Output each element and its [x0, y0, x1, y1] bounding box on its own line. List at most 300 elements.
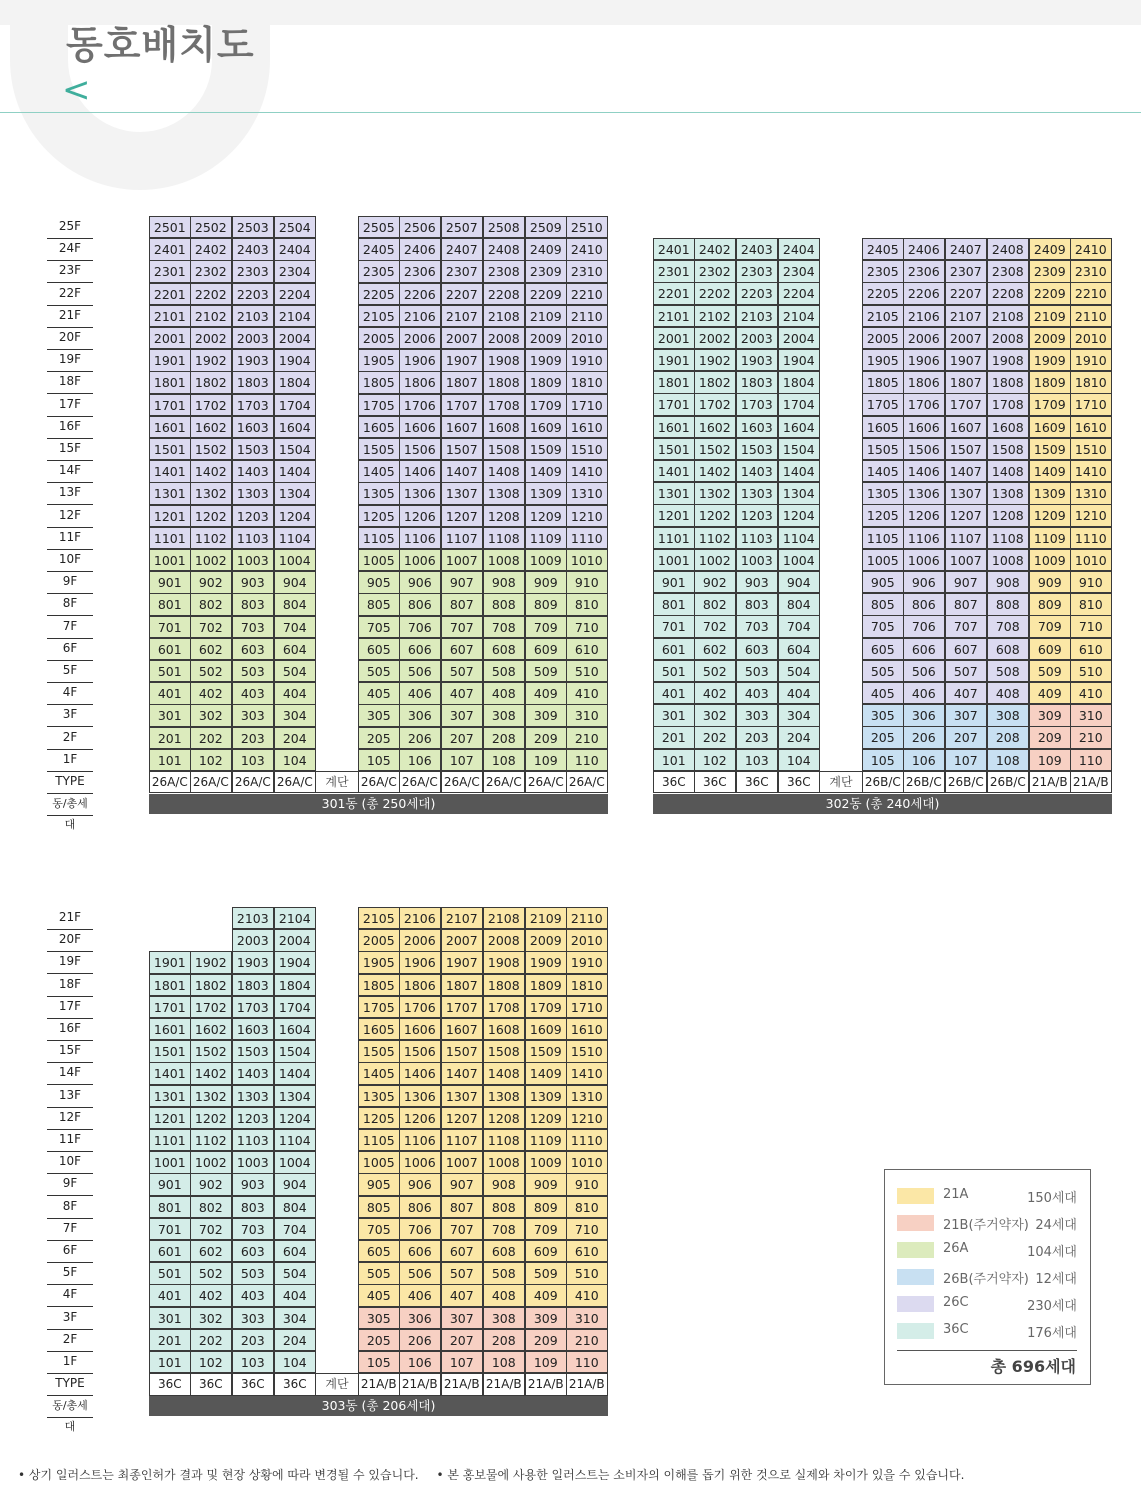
unit-cell[interactable]: 604: [274, 1240, 316, 1262]
unit-cell[interactable]: 408: [483, 1284, 525, 1306]
unit-cell[interactable]: 210: [566, 1329, 608, 1351]
unit-cell[interactable]: 1710: [1070, 393, 1112, 415]
unit-cell[interactable]: 1602: [190, 1018, 232, 1040]
unit-cell[interactable]: 103: [736, 749, 778, 771]
unit-cell[interactable]: 1406: [903, 460, 945, 482]
unit-cell[interactable]: 405: [358, 1284, 400, 1306]
unit-cell[interactable]: 1808: [483, 974, 525, 996]
unit-cell[interactable]: 110: [566, 1351, 608, 1373]
unit-cell[interactable]: 1903: [736, 349, 778, 371]
unit-cell[interactable]: 403: [232, 1284, 274, 1306]
unit-cell[interactable]: 710: [1070, 615, 1112, 637]
unit-cell[interactable]: 1810: [566, 371, 608, 393]
unit-cell[interactable]: 1510: [566, 438, 608, 460]
unit-cell[interactable]: 608: [987, 638, 1029, 660]
unit-cell[interactable]: 1103: [232, 527, 274, 549]
unit-cell[interactable]: 1207: [441, 505, 483, 527]
unit-cell[interactable]: 1507: [945, 438, 987, 460]
unit-cell[interactable]: 1310: [566, 1085, 608, 1107]
unit-cell[interactable]: 2109: [525, 907, 567, 929]
unit-cell[interactable]: 206: [399, 1329, 441, 1351]
unit-cell[interactable]: 1604: [274, 1018, 316, 1040]
unit-cell[interactable]: 1109: [1029, 527, 1071, 549]
unit-cell[interactable]: 1201: [149, 505, 191, 527]
unit-cell[interactable]: 1506: [399, 1040, 441, 1062]
unit-cell[interactable]: 107: [945, 749, 987, 771]
unit-cell[interactable]: 2302: [694, 260, 736, 282]
unit-cell[interactable]: 810: [566, 593, 608, 615]
unit-cell[interactable]: 2408: [987, 238, 1029, 260]
unit-cell[interactable]: 2009: [525, 929, 567, 951]
unit-cell[interactable]: 1003: [736, 549, 778, 571]
unit-cell[interactable]: 1306: [399, 482, 441, 504]
unit-cell[interactable]: 604: [274, 638, 316, 660]
unit-cell[interactable]: 1903: [232, 349, 274, 371]
unit-cell[interactable]: 2407: [441, 238, 483, 260]
unit-cell[interactable]: 1408: [987, 460, 1029, 482]
unit-cell[interactable]: 1808: [483, 371, 525, 393]
unit-cell[interactable]: 1304: [274, 1085, 316, 1107]
unit-cell[interactable]: 203: [736, 726, 778, 748]
unit-cell[interactable]: 1306: [399, 1085, 441, 1107]
unit-cell[interactable]: 605: [358, 1240, 400, 1262]
unit-cell[interactable]: 1105: [862, 527, 904, 549]
unit-cell[interactable]: 909: [525, 571, 567, 593]
unit-cell[interactable]: 105: [358, 1351, 400, 1373]
unit-cell[interactable]: 2110: [566, 907, 608, 929]
unit-cell[interactable]: 804: [778, 593, 820, 615]
unit-cell[interactable]: 1501: [149, 438, 191, 460]
unit-cell[interactable]: 1508: [483, 1040, 525, 1062]
unit-cell[interactable]: 904: [274, 571, 316, 593]
unit-cell[interactable]: 708: [483, 1218, 525, 1240]
unit-cell[interactable]: 107: [441, 749, 483, 771]
unit-cell[interactable]: 905: [358, 571, 400, 593]
unit-cell[interactable]: 508: [987, 660, 1029, 682]
unit-cell[interactable]: 905: [358, 1173, 400, 1195]
unit-cell[interactable]: 1401: [149, 1062, 191, 1084]
unit-cell[interactable]: 902: [694, 571, 736, 593]
unit-cell[interactable]: 1804: [778, 371, 820, 393]
unit-cell[interactable]: 302: [190, 1307, 232, 1329]
unit-cell[interactable]: 1209: [1029, 504, 1071, 526]
unit-cell[interactable]: 2202: [694, 282, 736, 304]
unit-cell[interactable]: 1906: [399, 349, 441, 371]
unit-cell[interactable]: 1701: [149, 996, 191, 1018]
unit-cell[interactable]: 1502: [190, 438, 232, 460]
unit-cell[interactable]: 2204: [778, 282, 820, 304]
unit-cell[interactable]: 310: [1070, 704, 1112, 726]
unit-cell[interactable]: 110: [1070, 749, 1112, 771]
unit-cell[interactable]: 503: [736, 660, 778, 682]
unit-cell[interactable]: 606: [903, 638, 945, 660]
unit-cell[interactable]: 1408: [483, 1062, 525, 1084]
unit-cell[interactable]: 1605: [358, 416, 400, 438]
unit-cell[interactable]: 2301: [149, 260, 191, 282]
unit-cell[interactable]: 408: [483, 682, 525, 704]
unit-cell[interactable]: 1009: [525, 549, 567, 571]
unit-cell[interactable]: 1901: [149, 951, 191, 973]
unit-cell[interactable]: 2001: [653, 327, 695, 349]
unit-cell[interactable]: 1805: [358, 974, 400, 996]
unit-cell[interactable]: 1102: [694, 527, 736, 549]
unit-cell[interactable]: 2310: [1070, 260, 1112, 282]
unit-cell[interactable]: 307: [945, 704, 987, 726]
unit-cell[interactable]: 1004: [778, 549, 820, 571]
unit-cell[interactable]: 502: [190, 1262, 232, 1284]
unit-cell[interactable]: 205: [358, 727, 400, 749]
unit-cell[interactable]: 1608: [483, 416, 525, 438]
unit-cell[interactable]: 507: [441, 1262, 483, 1284]
unit-cell[interactable]: 404: [274, 682, 316, 704]
unit-cell[interactable]: 1706: [399, 394, 441, 416]
unit-cell[interactable]: 2206: [903, 282, 945, 304]
unit-cell[interactable]: 2108: [483, 305, 525, 327]
unit-cell[interactable]: 1403: [736, 460, 778, 482]
unit-cell[interactable]: 1310: [1070, 482, 1112, 504]
unit-cell[interactable]: 704: [778, 615, 820, 637]
unit-cell[interactable]: 707: [441, 1218, 483, 1240]
unit-cell[interactable]: 2410: [566, 238, 608, 260]
unit-cell[interactable]: 409: [1029, 682, 1071, 704]
unit-cell[interactable]: 1602: [694, 416, 736, 438]
unit-cell[interactable]: 1902: [190, 349, 232, 371]
unit-cell[interactable]: 903: [232, 1173, 274, 1195]
unit-cell[interactable]: 902: [190, 1173, 232, 1195]
unit-cell[interactable]: 1301: [653, 482, 695, 504]
unit-cell[interactable]: 2208: [483, 283, 525, 305]
unit-cell[interactable]: 2306: [903, 260, 945, 282]
unit-cell[interactable]: 2006: [903, 327, 945, 349]
unit-cell[interactable]: 1210: [566, 1107, 608, 1129]
unit-cell[interactable]: 1010: [566, 549, 608, 571]
unit-cell[interactable]: 906: [399, 1173, 441, 1195]
unit-cell[interactable]: 1708: [483, 394, 525, 416]
unit-cell[interactable]: 1208: [987, 504, 1029, 526]
unit-cell[interactable]: 306: [399, 1307, 441, 1329]
unit-cell[interactable]: 2007: [441, 327, 483, 349]
unit-cell[interactable]: 1602: [190, 416, 232, 438]
unit-cell[interactable]: 310: [566, 704, 608, 726]
unit-cell[interactable]: 1601: [653, 416, 695, 438]
unit-cell[interactable]: 701: [149, 1218, 191, 1240]
unit-cell[interactable]: 1009: [1029, 549, 1071, 571]
unit-cell[interactable]: 2305: [358, 260, 400, 282]
unit-cell[interactable]: 2306: [399, 260, 441, 282]
unit-cell[interactable]: 1003: [232, 1151, 274, 1173]
unit-cell[interactable]: 305: [358, 1307, 400, 1329]
unit-cell[interactable]: 2301: [653, 260, 695, 282]
unit-cell[interactable]: 1806: [903, 371, 945, 393]
unit-cell[interactable]: 1910: [566, 951, 608, 973]
unit-cell[interactable]: 503: [232, 1262, 274, 1284]
unit-cell[interactable]: 2502: [190, 216, 232, 238]
unit-cell[interactable]: 1104: [778, 527, 820, 549]
unit-cell[interactable]: 1509: [1029, 438, 1071, 460]
unit-cell[interactable]: 708: [987, 615, 1029, 637]
unit-cell[interactable]: 301: [653, 704, 695, 726]
unit-cell[interactable]: 405: [862, 682, 904, 704]
unit-cell[interactable]: 909: [1029, 571, 1071, 593]
unit-cell[interactable]: 1610: [566, 1018, 608, 1040]
unit-cell[interactable]: 103: [232, 749, 274, 771]
unit-cell[interactable]: 204: [274, 727, 316, 749]
unit-cell[interactable]: 1707: [441, 996, 483, 1018]
unit-cell[interactable]: 801: [149, 593, 191, 615]
unit-cell[interactable]: 803: [736, 593, 778, 615]
unit-cell[interactable]: 1005: [358, 1151, 400, 1173]
unit-cell[interactable]: 2309: [1029, 260, 1071, 282]
unit-cell[interactable]: 307: [441, 704, 483, 726]
unit-cell[interactable]: 1203: [736, 504, 778, 526]
unit-cell[interactable]: 607: [441, 638, 483, 660]
unit-cell[interactable]: 1604: [274, 416, 316, 438]
unit-cell[interactable]: 1603: [736, 416, 778, 438]
unit-cell[interactable]: 701: [653, 615, 695, 637]
unit-cell[interactable]: 1409: [525, 460, 567, 482]
unit-cell[interactable]: 1108: [483, 1129, 525, 1151]
unit-cell[interactable]: 608: [483, 638, 525, 660]
unit-cell[interactable]: 2307: [441, 260, 483, 282]
unit-cell[interactable]: 801: [653, 593, 695, 615]
unit-cell[interactable]: 1309: [525, 482, 567, 504]
unit-cell[interactable]: 504: [274, 1262, 316, 1284]
unit-cell[interactable]: 2008: [987, 327, 1029, 349]
unit-cell[interactable]: 102: [694, 749, 736, 771]
unit-cell[interactable]: 1509: [525, 1040, 567, 1062]
unit-cell[interactable]: 2309: [525, 260, 567, 282]
unit-cell[interactable]: 409: [525, 1284, 567, 1306]
unit-cell[interactable]: 504: [274, 660, 316, 682]
unit-cell[interactable]: 2205: [862, 282, 904, 304]
unit-cell[interactable]: 102: [190, 749, 232, 771]
unit-cell[interactable]: 1306: [903, 482, 945, 504]
unit-cell[interactable]: 1202: [694, 504, 736, 526]
unit-cell[interactable]: 1308: [483, 1085, 525, 1107]
unit-cell[interactable]: 303: [232, 1307, 274, 1329]
unit-cell[interactable]: 709: [1029, 615, 1071, 637]
unit-cell[interactable]: 1305: [358, 1085, 400, 1107]
unit-cell[interactable]: 404: [778, 682, 820, 704]
unit-cell[interactable]: 405: [358, 682, 400, 704]
unit-cell[interactable]: 1703: [736, 393, 778, 415]
unit-cell[interactable]: 1406: [399, 1062, 441, 1084]
unit-cell[interactable]: 1010: [1070, 549, 1112, 571]
unit-cell[interactable]: 202: [190, 727, 232, 749]
unit-cell[interactable]: 707: [945, 615, 987, 637]
unit-cell[interactable]: 107: [441, 1351, 483, 1373]
unit-cell[interactable]: 1401: [653, 460, 695, 482]
unit-cell[interactable]: 1302: [190, 482, 232, 504]
unit-cell[interactable]: 1309: [1029, 482, 1071, 504]
unit-cell[interactable]: 2109: [1029, 305, 1071, 327]
unit-cell[interactable]: 2407: [945, 238, 987, 260]
unit-cell[interactable]: 902: [190, 571, 232, 593]
unit-cell[interactable]: 1802: [190, 974, 232, 996]
unit-cell[interactable]: 907: [945, 571, 987, 593]
unit-cell[interactable]: 808: [483, 1196, 525, 1218]
unit-cell[interactable]: 1904: [274, 951, 316, 973]
unit-cell[interactable]: 1004: [274, 1151, 316, 1173]
unit-cell[interactable]: 209: [525, 1329, 567, 1351]
unit-cell[interactable]: 304: [274, 1307, 316, 1329]
unit-cell[interactable]: 1301: [149, 1085, 191, 1107]
unit-cell[interactable]: 1402: [694, 460, 736, 482]
unit-cell[interactable]: 602: [190, 638, 232, 660]
unit-cell[interactable]: 1707: [441, 394, 483, 416]
unit-cell[interactable]: 2104: [274, 907, 316, 929]
unit-cell[interactable]: 501: [653, 660, 695, 682]
unit-cell[interactable]: 2009: [525, 327, 567, 349]
unit-cell[interactable]: 1610: [1070, 416, 1112, 438]
unit-cell[interactable]: 2401: [653, 238, 695, 260]
unit-cell[interactable]: 1303: [232, 482, 274, 504]
unit-cell[interactable]: 2005: [358, 327, 400, 349]
unit-cell[interactable]: 1110: [1070, 527, 1112, 549]
unit-cell[interactable]: 1801: [653, 371, 695, 393]
unit-cell[interactable]: 2209: [1029, 282, 1071, 304]
unit-cell[interactable]: 1601: [149, 416, 191, 438]
unit-cell[interactable]: 807: [441, 1196, 483, 1218]
unit-cell[interactable]: 708: [483, 616, 525, 638]
unit-cell[interactable]: 901: [149, 571, 191, 593]
unit-cell[interactable]: 709: [525, 616, 567, 638]
unit-cell[interactable]: 704: [274, 1218, 316, 1240]
unit-cell[interactable]: 703: [736, 615, 778, 637]
unit-cell[interactable]: 1705: [862, 393, 904, 415]
unit-cell[interactable]: 1404: [778, 460, 820, 482]
unit-cell[interactable]: 2304: [778, 260, 820, 282]
unit-cell[interactable]: 309: [1029, 704, 1071, 726]
unit-cell[interactable]: 1207: [945, 504, 987, 526]
unit-cell[interactable]: 108: [483, 1351, 525, 1373]
unit-cell[interactable]: 2007: [945, 327, 987, 349]
unit-cell[interactable]: 803: [232, 1196, 274, 1218]
unit-cell[interactable]: 1603: [232, 1018, 274, 1040]
unit-cell[interactable]: 510: [1070, 660, 1112, 682]
unit-cell[interactable]: 1908: [987, 349, 1029, 371]
unit-cell[interactable]: 610: [1070, 638, 1112, 660]
unit-cell[interactable]: 701: [149, 616, 191, 638]
unit-cell[interactable]: 1510: [1070, 438, 1112, 460]
unit-cell[interactable]: 301: [149, 704, 191, 726]
unit-cell[interactable]: 1905: [358, 951, 400, 973]
unit-cell[interactable]: 1702: [190, 394, 232, 416]
unit-cell[interactable]: 1802: [694, 371, 736, 393]
unit-cell[interactable]: 305: [862, 704, 904, 726]
unit-cell[interactable]: 1601: [149, 1018, 191, 1040]
unit-cell[interactable]: 1410: [1070, 460, 1112, 482]
unit-cell[interactable]: 509: [1029, 660, 1071, 682]
unit-cell[interactable]: 402: [694, 682, 736, 704]
unit-cell[interactable]: 2210: [1070, 282, 1112, 304]
unit-cell[interactable]: 1101: [149, 1129, 191, 1151]
unit-cell[interactable]: 1204: [778, 504, 820, 526]
unit-cell[interactable]: 1508: [483, 438, 525, 460]
unit-cell[interactable]: 705: [862, 615, 904, 637]
unit-cell[interactable]: 802: [694, 593, 736, 615]
unit-cell[interactable]: 604: [778, 638, 820, 660]
unit-cell[interactable]: 1006: [903, 549, 945, 571]
unit-cell[interactable]: 1904: [778, 349, 820, 371]
unit-cell[interactable]: 208: [483, 727, 525, 749]
unit-cell[interactable]: 206: [399, 727, 441, 749]
unit-cell[interactable]: 1307: [441, 482, 483, 504]
unit-cell[interactable]: 901: [149, 1173, 191, 1195]
unit-cell[interactable]: 806: [903, 593, 945, 615]
unit-cell[interactable]: 805: [358, 1196, 400, 1218]
unit-cell[interactable]: 1803: [232, 974, 274, 996]
unit-cell[interactable]: 510: [566, 1262, 608, 1284]
unit-cell[interactable]: 2302: [190, 260, 232, 282]
unit-cell[interactable]: 401: [149, 1284, 191, 1306]
unit-cell[interactable]: 1001: [149, 1151, 191, 1173]
unit-cell[interactable]: 2002: [694, 327, 736, 349]
unit-cell[interactable]: 208: [987, 726, 1029, 748]
unit-cell[interactable]: 1903: [232, 951, 274, 973]
unit-cell[interactable]: 103: [232, 1351, 274, 1373]
unit-cell[interactable]: 509: [525, 660, 567, 682]
unit-cell[interactable]: 1110: [566, 1129, 608, 1151]
unit-cell[interactable]: 1802: [190, 371, 232, 393]
unit-cell[interactable]: 907: [441, 1173, 483, 1195]
unit-cell[interactable]: 609: [1029, 638, 1071, 660]
unit-cell[interactable]: 1504: [274, 438, 316, 460]
unit-cell[interactable]: 2307: [945, 260, 987, 282]
unit-cell[interactable]: 501: [149, 660, 191, 682]
unit-cell[interactable]: 1010: [566, 1151, 608, 1173]
unit-cell[interactable]: 304: [274, 704, 316, 726]
unit-cell[interactable]: 1107: [441, 1129, 483, 1151]
unit-cell[interactable]: 609: [525, 638, 567, 660]
unit-cell[interactable]: 908: [483, 1173, 525, 1195]
unit-cell[interactable]: 1007: [945, 549, 987, 571]
unit-cell[interactable]: 810: [566, 1196, 608, 1218]
unit-cell[interactable]: 109: [525, 1351, 567, 1373]
unit-cell[interactable]: 1804: [274, 371, 316, 393]
unit-cell[interactable]: 1503: [736, 438, 778, 460]
unit-cell[interactable]: 506: [399, 660, 441, 682]
unit-cell[interactable]: 1707: [945, 393, 987, 415]
unit-cell[interactable]: 2205: [358, 283, 400, 305]
unit-cell[interactable]: 906: [399, 571, 441, 593]
unit-cell[interactable]: 1203: [232, 1107, 274, 1129]
unit-cell[interactable]: 607: [945, 638, 987, 660]
unit-cell[interactable]: 1609: [1029, 416, 1071, 438]
unit-cell[interactable]: 1807: [441, 371, 483, 393]
unit-cell[interactable]: 2109: [525, 305, 567, 327]
unit-cell[interactable]: 2501: [149, 216, 191, 238]
unit-cell[interactable]: 1107: [441, 527, 483, 549]
unit-cell[interactable]: 2210: [566, 283, 608, 305]
unit-cell[interactable]: 201: [149, 727, 191, 749]
unit-cell[interactable]: 1606: [903, 416, 945, 438]
unit-cell[interactable]: 309: [525, 1307, 567, 1329]
unit-cell[interactable]: 809: [1029, 593, 1071, 615]
unit-cell[interactable]: 805: [358, 593, 400, 615]
unit-cell[interactable]: 804: [274, 593, 316, 615]
unit-cell[interactable]: 508: [483, 1262, 525, 1284]
unit-cell[interactable]: 705: [358, 616, 400, 638]
unit-cell[interactable]: 505: [358, 660, 400, 682]
unit-cell[interactable]: 2507: [441, 216, 483, 238]
unit-cell[interactable]: 1706: [903, 393, 945, 415]
unit-cell[interactable]: 1208: [483, 505, 525, 527]
unit-cell[interactable]: 1108: [987, 527, 1029, 549]
unit-cell[interactable]: 1502: [694, 438, 736, 460]
unit-cell[interactable]: 1801: [149, 974, 191, 996]
unit-cell[interactable]: 1806: [399, 371, 441, 393]
